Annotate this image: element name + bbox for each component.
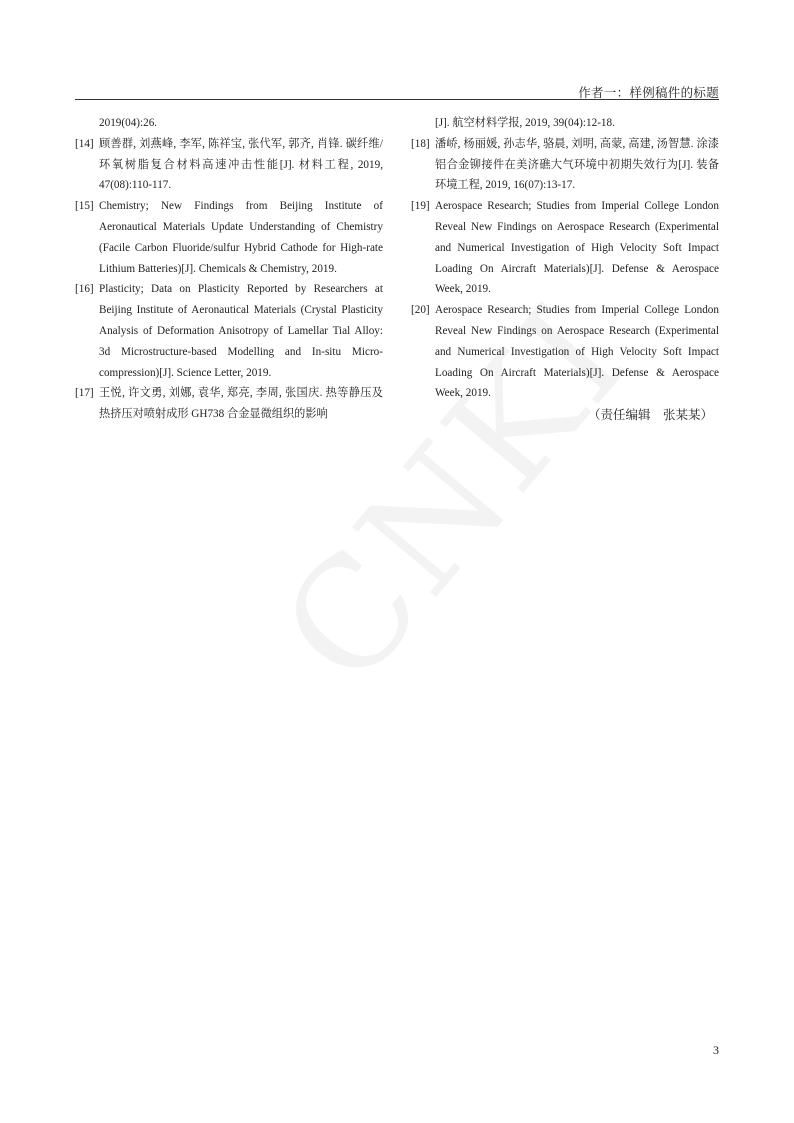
reference-continuation: [J]. 航空材料学报, 2019, 39(04):12-18. xyxy=(435,117,615,129)
reference-continuation: 2019(04):26. xyxy=(99,117,158,129)
page-number: 3 xyxy=(713,1043,719,1057)
reference-text: 顾善群, 刘燕峰, 李军, 陈祥宝, 张代军, 郭齐, 肖锋. 碳纤维/环氧树脂复合材料高速冲击性能[J]. 材料工程, 2019, 47(08):110-117. xyxy=(99,137,383,192)
reference-item-20 xyxy=(411,300,719,404)
reference-number: [18] xyxy=(411,137,430,150)
reference-item-15 xyxy=(75,196,383,279)
editor-note: （责任编辑 张某某） xyxy=(587,407,713,423)
reference-text: Plasticity; Data on Plasticity Reported by Researchers at Beijing Institute of Aeronautical Materials (Crystal Plasticity Analysis of Deformation Anisotropy of Lamellar Tial Alloy: 3d Microstructure-based Modelling and In-situ Micro-compression)[J]. Science Letter, 2019. xyxy=(99,283,383,379)
reference-number: [16] xyxy=(75,283,94,296)
reference-number: [15] xyxy=(75,200,94,213)
reference-text: 潘峤, 杨丽媛, 孙志华, 骆晨, 刘明, 高蒙, 高建, 汤智慧. 涂漆铝合金铆接件在美济礁大气环境中初期失效行为[J]. 装备环境工程, 2019, 16(07):13-17. xyxy=(435,137,719,192)
reference-item-19 xyxy=(411,196,719,300)
reference-number: [19] xyxy=(411,200,430,213)
reference-text: Chemistry; New Findings from Beijing Institute of Aeronautical Materials Update Understanding of Chemistry (Facile Carbon Fluoride/sulfur Hybrid Cathode for High-rate Lithium Batteries)[J]. Chemicals & Chemistry, 2019. xyxy=(99,200,383,275)
reference-text: Aerospace Research; Studies from Imperial College London Reveal New Findings on Aerospace Research (Experimental and Numerical Investigation of High Velocity Soft Impact Loading On Aircraft Materials)[J]. Defense & Aerospace Week, 2019. xyxy=(435,304,719,400)
reference-text: 王悦, 许文勇, 刘娜, 袁华, 郑亮, 李周, 张国庆. 热等静压及热挤压对喷射成形 GH738 合金显微组织的影响 xyxy=(99,387,383,421)
header-rule xyxy=(75,99,719,100)
reference-number: [20] xyxy=(411,304,430,317)
references-left-column xyxy=(75,113,383,425)
reference-item-17 xyxy=(75,383,383,425)
reference-item-16 xyxy=(75,279,383,383)
running-header: 作者一：样例稿件的标题 xyxy=(578,86,719,100)
reference-number: [17] xyxy=(75,387,94,400)
references-right-column xyxy=(411,113,719,426)
reference-number: [14] xyxy=(75,137,94,150)
reference-text: Aerospace Research; Studies from Imperial College London Reveal New Findings on Aerospace Research (Experimental and Numerical Investigation of High Velocity Soft Impact Loading On Aircraft Materials)[J]. Defense & Aerospace Week, 2019. xyxy=(435,200,719,296)
reference-item-18 xyxy=(411,134,719,196)
reference-item-14 xyxy=(75,134,383,196)
